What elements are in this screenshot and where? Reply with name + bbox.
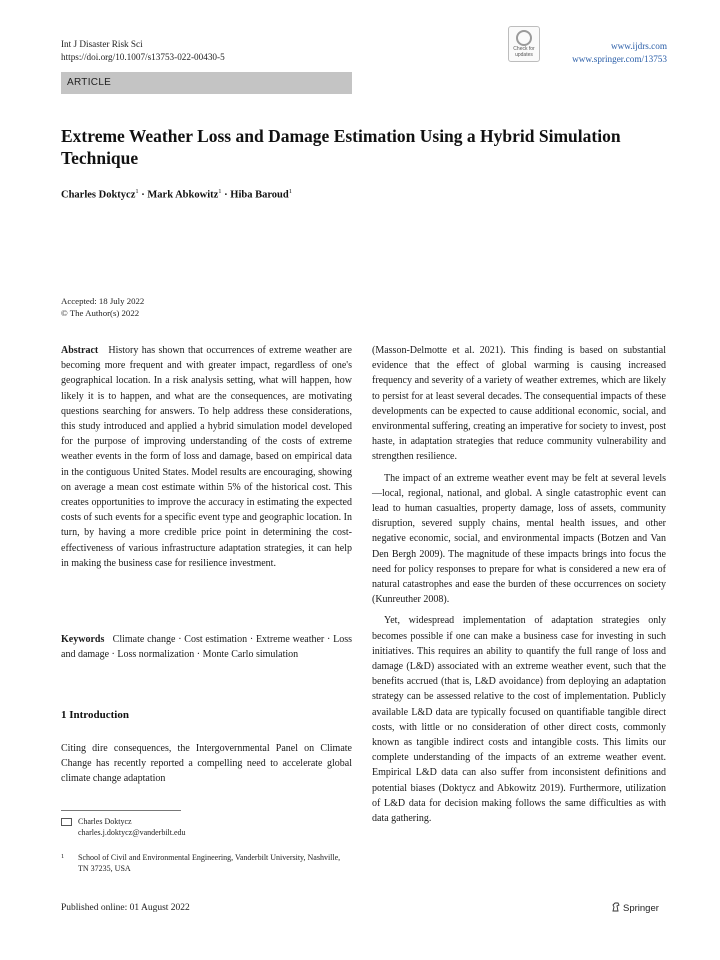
paragraph: (Masson-Delmotte et al. 2021). This finding is based on substantial evidence that the effect of global warming is causing increased frequency and severity of a variety of weather extremes, which are likely to persist for at least several decades. The consequential impacts of these developments can be expected to cause additional economic, social, and environmental suffering, creating an imperative for society to invest, post haste, in adaptation strategies that reduce community vulnerability and strengthen resilience.: [372, 345, 666, 463]
affiliation-text: School of Civil and Environmental Engineering, Vanderbilt University, Nashville, TN 37235, USA: [78, 853, 341, 873]
intro-text: Citing dire consequences, the Intergovernmental Panel on Climate Change has recently reported a compelling need to accelerate global climate change adaptation: [61, 743, 352, 785]
paragraph: The impact of an extreme weather event may be felt at several levels—local, regional, national, and global. A single catastrophic event can lead to human casualties, property damage, loss of assets, community disruption, severed supply chains, mental health issues, and other negative economic, social, and environmental impacts (Botzen and Van Den Bergh 2009). The magnitude of these impacts brings into focus the need for policy responses to prepare for what is considered a new era of natural catastrophes and ease the burden of these occurrences on society (Kunreuther 2008).: [372, 472, 666, 606]
accepted-date: Accepted: 18 July 2022: [61, 296, 145, 306]
intro-paragraph: [61, 741, 352, 787]
affiliation-marker: 1: [218, 188, 222, 195]
abstract-label: Abstract: [61, 345, 99, 356]
envelope-icon: [61, 818, 72, 826]
journal-links: [572, 40, 667, 66]
keywords-label: Keywords: [61, 634, 105, 645]
author-list: [61, 188, 292, 201]
keywords-text: Climate change · Cost estimation · Extreme weather · Loss and damage · Loss normalization · Monte Carlo simulation: [61, 634, 353, 661]
affiliation-marker: 1: [135, 188, 139, 195]
crossmark-label: Check for updates: [513, 46, 535, 58]
contact-name: Charles Doktycz: [78, 817, 132, 826]
section-heading-introduction: 1 Introduction: [61, 709, 129, 721]
journal-name: Int J Disaster Risk Sci: [61, 39, 143, 49]
author-separator: ·: [138, 189, 148, 201]
affiliation-footnote: [61, 852, 352, 874]
abstract-block: [61, 343, 352, 571]
doi-link[interactable]: https://doi.org/10.1007/s13753-022-00430-5: [61, 52, 225, 62]
right-column: [372, 343, 666, 826]
keywords-block: [61, 632, 352, 662]
crossmark-badge[interactable]: [508, 26, 540, 62]
paper-title: Extreme Weather Loss and Damage Estimation Using a Hybrid Simulation Technique: [61, 126, 621, 168]
abstract-text: History has shown that occurrences of extreme weather are becoming more frequent and with greater impact, regardless of one's geographical location. In a risk analysis setting, what will happen, how likely it is to happen, and what are the consequences, are motivating questions searching for answers. To help address these considerations, this study introduced and applied a hybrid simulation model developed for the purpose of improving understanding of the costs of extreme weather events in the form of loss and damage, based on empirical data in the contiguous United States. Model results are encouraging, showing on average a mean cost estimate within 5% of the historical cost. This creates opportunities to improve the accuracy in estimating the expected costs of such events for a specific event type and geographic location. In turn, by having a more credible price point in determining the cost-effectiveness of various infrastructure adaptation strategies, it can help in making the business case for resilience investment.: [61, 345, 352, 569]
springer-horse-icon: [612, 902, 620, 912]
author-name[interactable]: Mark Abkowitz: [147, 189, 219, 201]
copyright-line: © The Author(s) 2022: [61, 308, 140, 318]
affiliation-number: 1: [61, 853, 65, 860]
article-dates: [61, 295, 144, 319]
journal-header: [61, 38, 225, 64]
affiliation-marker: 1: [288, 188, 292, 195]
footnote-divider: [61, 810, 181, 811]
springer-journal-link[interactable]: www.springer.com/13753: [572, 54, 667, 64]
journal-website-link[interactable]: www.ijdrs.com: [610, 41, 667, 51]
publisher-name: Springer: [623, 903, 659, 914]
author-name[interactable]: Charles Doktycz: [61, 189, 136, 201]
author-separator: ·: [221, 189, 231, 201]
author-name[interactable]: Hiba Baroud: [230, 189, 289, 201]
contact-email[interactable]: charles.j.doktycz@vanderbilt.edu: [78, 828, 186, 837]
correspondence-footnote: [61, 816, 352, 838]
paragraph: Yet, widespread implementation of adaptation strategies only becomes possible if one can make a business case for investing in such initiatives. This requires an ability to quantify the full range of loss and damage (L&D) associated with an extreme weather event, such that the benefits accrued (that is, L&D avoidance) from deploying an adaptation strategy can be assessed relative to the cost of implementation. Publicly available L&D data are typically focused on quantifiable tangible direct costs, with little or no consideration of other direct costs, commonly known as tangible indirect costs and intangible costs. This limits our complete understanding of the impacts of an extreme weather event. Empirical L&D data can also suffer from inconsistent definitions and potential biases (Doktycz and Abkowitz 2019). Furthermore, utilization of L&D data for decision making follows the same difficulties as with data gathering.: [372, 615, 666, 825]
crossmark-icon: [516, 30, 532, 46]
published-online-date: Published online: 01 August 2022: [61, 903, 190, 913]
article-type-bar: ARTICLE: [61, 72, 352, 94]
publisher-logo: [612, 902, 659, 914]
